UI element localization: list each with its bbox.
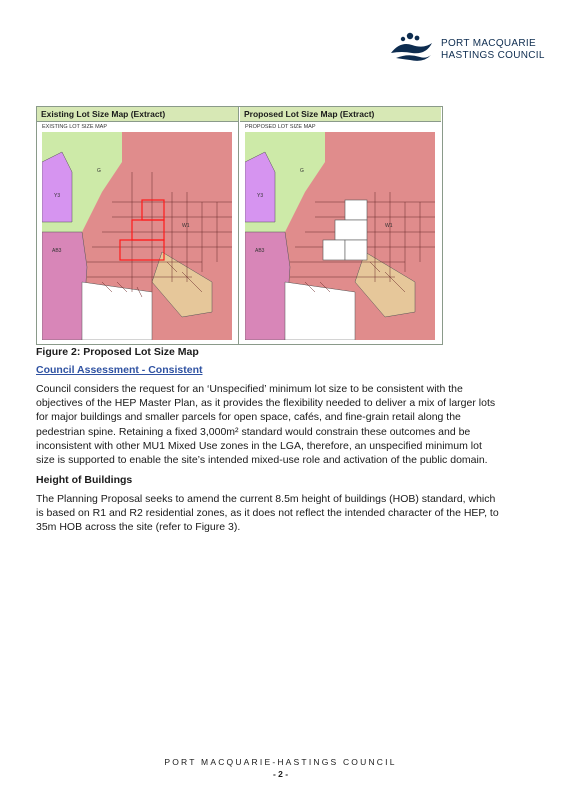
paragraph-line: 35m HOB across the site (refer to Figure 3).: [36, 521, 241, 534]
lot-size-map-figure: [36, 106, 443, 345]
zone-label-w1: W1: [182, 223, 190, 229]
zone-label-ab3: AB3: [255, 248, 265, 254]
zone-label-ab3: AB3: [52, 248, 62, 254]
zone-label-y3: Y3: [54, 193, 61, 199]
paragraph-line: objectives of the HEP Master Plan, as it provides the flexibility needed to deliver a mix of larger lots: [36, 397, 496, 410]
paragraph-line: The Planning Proposal seeks to amend the current 8.5m height of buildings (HOB) standard, which: [36, 493, 496, 505]
paragraph-line: pedestrian spine. Retaining a fixed 3,000m² standard would constrain these outcomes and be: [36, 425, 471, 438]
existing-lot-size-panel: [37, 107, 239, 344]
zone-label-g: G: [300, 168, 304, 174]
council-logo: [386, 31, 545, 65]
existing-panel-title: Existing Lot Size Map (Extract): [37, 107, 238, 122]
existing-map-title: EXISTING LOT SIZE MAP: [42, 124, 107, 130]
existing-lot-size-map: [42, 132, 232, 340]
proposed-lot-size-map: [245, 132, 435, 340]
zone-label-y3: Y3: [257, 193, 264, 199]
council-assessment-link[interactable]: Council Assessment - Consistent: [36, 364, 203, 376]
footer-organisation: PORT MACQUARIE-HASTINGS COUNCIL: [164, 757, 397, 767]
proposed-panel-title: Proposed Lot Size Map (Extract): [240, 107, 441, 122]
proposed-lot-size-panel: [240, 107, 441, 344]
assessment-paragraph: [36, 382, 496, 467]
zone-label-w1: W1: [385, 223, 393, 229]
paragraph-line: size is supported to enable the site’s intended mixed-use role and activation of the public domain.: [36, 454, 488, 467]
paragraph-line: inconsistent with other MU1 Mixed Use zones in the LGA, therefore, an unspecified minimum lot: [36, 439, 482, 452]
proposed-map-title: PROPOSED LOT SIZE MAP: [245, 124, 316, 130]
section-heading: Height of Buildings: [36, 474, 133, 486]
zone-label-g: G: [97, 168, 101, 174]
paragraph-line: Council considers the request for an ‘Unspecified’ minimum lot size to be consistent with the: [36, 383, 463, 395]
logo-line-2: HASTINGS COUNCIL: [441, 50, 545, 61]
page-number: - 2 -: [272, 769, 289, 779]
paragraph-line: for major buildings and smaller parcels for open space, cafés, and fine-grain retail along the: [36, 411, 461, 424]
figure-caption: Figure 2: Proposed Lot Size Map: [36, 346, 199, 358]
height-paragraph: [36, 492, 499, 535]
council-swirl-logo-icon: [386, 31, 436, 63]
paragraph-line: is based on R1 and R2 residential zones, as it does not reflect the intended character of the HEP, to: [36, 507, 499, 520]
logo-line-1: PORT MACQUARIE: [441, 38, 536, 49]
